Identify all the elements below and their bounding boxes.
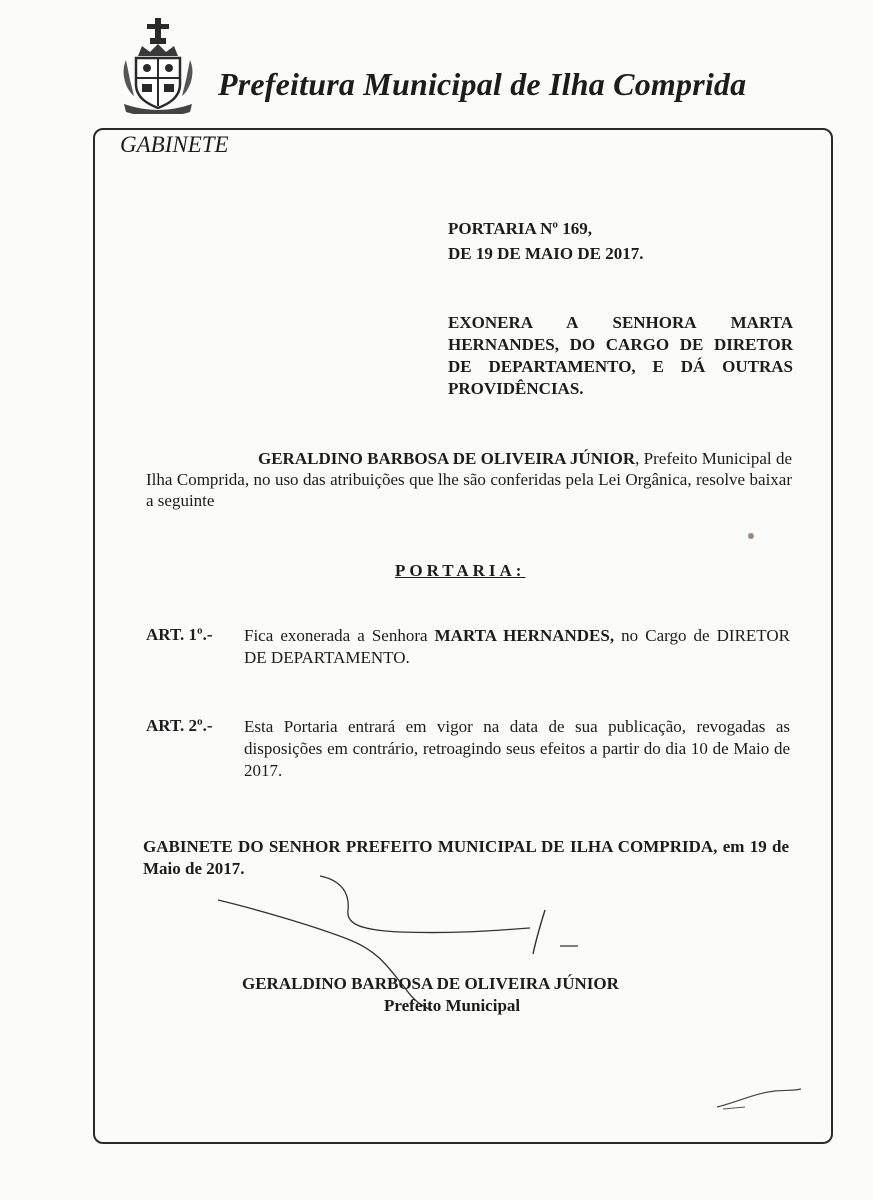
- signatory-name: GERALDINO BARBOSA DE OLIVEIRA JÚNIOR: [242, 974, 619, 993]
- section-heading: PORTARIA:: [395, 561, 526, 580]
- ordinance-heading: [448, 216, 644, 266]
- article-1-text: [244, 625, 790, 669]
- ordinance-number: PORTARIA Nº 169,: [448, 219, 593, 238]
- article-1-label: ART. 1º.-: [146, 625, 213, 644]
- municipal-coat-of-arms-icon: [120, 18, 196, 114]
- article-2-label: ART. 2º.-: [146, 716, 213, 735]
- section-label: GABINETE: [120, 132, 229, 157]
- ordinance-date: DE 19 DE MAIO DE 2017.: [448, 244, 644, 263]
- closing-statement: GABINETE DO SENHOR PREFEITO MUNICIPAL DE ILHA COMPRIDA, em 19 de Maio de 2017.: [143, 837, 789, 878]
- preamble: [146, 448, 792, 511]
- mayor-name: GERALDINO BARBOSA DE OLIVEIRA JÚNIOR: [258, 449, 636, 468]
- article-2-text: Esta Portaria entrará em vigor na data de sua publicação, revogadas as disposições em contrário, retroagindo seus efeitos a partir do dia 10 de Maio de 2017.: [244, 717, 790, 780]
- paper-speck: [748, 533, 754, 539]
- preamble-text: , Prefeito Municipal de Ilha Comprida, no uso das atribuições que lhe são conferidas pela Lei Orgânica, resolve baixar a seguinte: [146, 449, 792, 510]
- article-1-text-end: no Cargo de DIRETOR DE DEPARTAMENTO.: [244, 626, 790, 667]
- handwritten-initials-icon: [715, 1085, 805, 1110]
- signatory-role: Prefeito Municipal: [384, 996, 521, 1015]
- ordinance-summary: EXONERA A SENHORA MARTA HERNANDES, DO CARGO DE DIRETOR DE DEPARTAMENTO, E DÁ OUTRAS PROVIDÊNCIAS.: [448, 313, 793, 398]
- article-1-text-start: Fica exonerada a Senhora: [244, 626, 435, 645]
- exonerated-name: MARTA HERNANDES,: [434, 626, 615, 645]
- header-title: Prefeitura Municipal de Ilha Comprida: [218, 66, 747, 102]
